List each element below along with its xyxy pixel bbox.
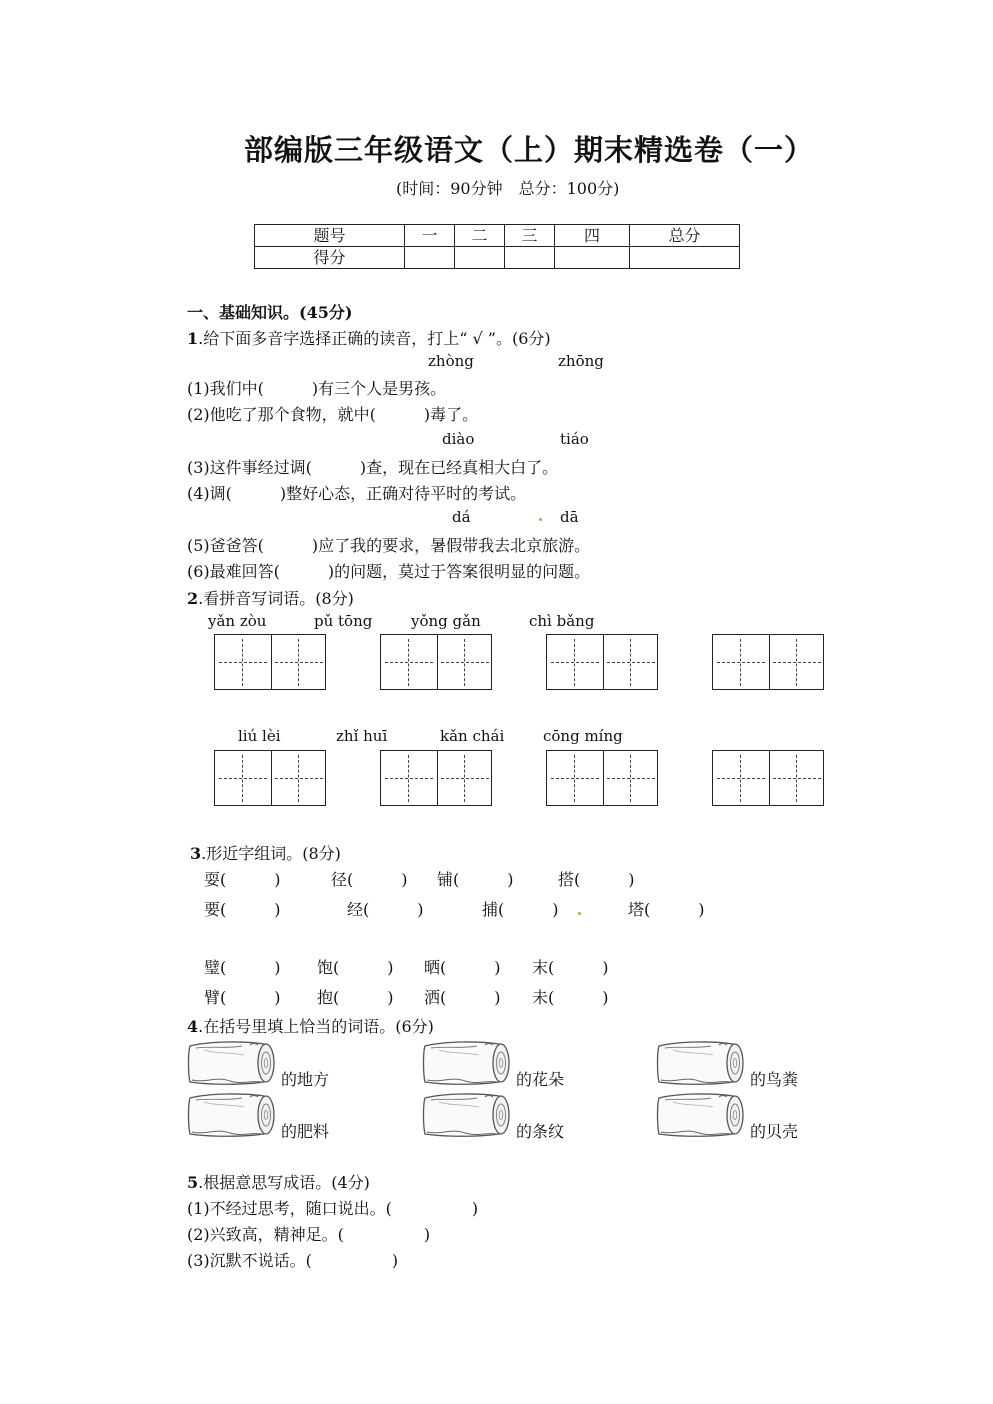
- log-blank-icon[interactable]: [655, 1040, 745, 1086]
- question-number: 5: [187, 1173, 199, 1192]
- question-1-prompt: [187, 326, 551, 349]
- char-item: 径( ): [331, 870, 408, 889]
- section-title: 一、基础知识。(45分): [187, 303, 353, 322]
- score-table-header: 一: [405, 225, 455, 247]
- writing-grid[interactable]: [214, 750, 326, 806]
- score-table-header: 总分: [630, 225, 740, 247]
- phrase-suffix: 的肥料: [281, 1122, 330, 1141]
- ink-dot: [578, 912, 581, 915]
- score-table-header: 三: [505, 225, 555, 247]
- question-text: .根据意思写成语。(4分): [198, 1173, 370, 1192]
- writing-grid[interactable]: [380, 750, 492, 806]
- char-item: 捕( ): [482, 900, 559, 919]
- question-4-prompt: [187, 1014, 434, 1037]
- score-table-header: 四: [555, 225, 630, 247]
- score-row-label: 得分: [255, 247, 405, 269]
- char-item: 耍( ): [204, 870, 281, 889]
- char-item: 末( ): [532, 958, 609, 977]
- phrase-suffix: 的花朵: [516, 1070, 565, 1089]
- sentence-line: (1)我们中( )有三个人是男孩。: [187, 379, 447, 398]
- question-number: 3: [190, 844, 202, 863]
- question-3-prompt: [190, 841, 341, 864]
- sentence-line: (6)最难回答( )的问题，莫过于答案很明显的问题。: [187, 562, 591, 581]
- char-item: 搭( ): [558, 870, 635, 889]
- pinyin-word: yǎn zòu: [208, 612, 267, 630]
- pinyin-option: zhōng: [558, 352, 604, 370]
- page-title: 部编版三年级语文（上）期末精选卷（一）: [244, 133, 815, 167]
- writing-grid[interactable]: [712, 750, 824, 806]
- idiom-item: (2)兴致高，精神足。( ): [187, 1225, 431, 1244]
- writing-grid[interactable]: [546, 634, 658, 690]
- phrase-suffix: 的条纹: [516, 1122, 565, 1141]
- phrase-suffix: 的贝壳: [750, 1122, 799, 1141]
- log-blank-icon[interactable]: [421, 1092, 511, 1138]
- sentence-line: (4)调( )整好心态，正确对待平时的考试。: [187, 484, 527, 503]
- pinyin-option: diào: [442, 430, 475, 448]
- question-text: .给下面多音字选择正确的读音，打上“ √ ”。(6分): [198, 329, 551, 348]
- char-item: 晒( ): [424, 958, 501, 977]
- pinyin-word: chì bǎng: [529, 612, 595, 630]
- score-table-header: 题号: [255, 225, 405, 247]
- sentence-line: (2)他吃了那个食物，就中( )毒了。: [187, 405, 479, 424]
- question-text: .形近字组词。(8分): [201, 844, 341, 863]
- exam-subtitle: (时间：90分钟 总分：100分): [396, 179, 620, 198]
- char-item: 饱( ): [317, 958, 394, 977]
- writing-grid[interactable]: [712, 634, 824, 690]
- char-item: 经( ): [347, 900, 424, 919]
- pinyin-option: dā: [560, 508, 579, 526]
- pinyin-word: kǎn chái: [440, 727, 505, 745]
- score-table: [254, 224, 740, 269]
- char-item: 未( ): [532, 988, 609, 1007]
- pinyin-word: pǔ tōng: [314, 612, 373, 630]
- pinyin-word: liú lèi: [238, 727, 281, 745]
- pinyin-option: tiáo: [560, 430, 589, 448]
- char-item: 要( ): [204, 900, 281, 919]
- score-cell[interactable]: [505, 247, 555, 269]
- score-table-header-row: [255, 225, 740, 247]
- writing-grid[interactable]: [546, 750, 658, 806]
- idiom-item: (3)沉默不说话。( ): [187, 1251, 399, 1270]
- char-item: 洒( ): [424, 988, 501, 1007]
- question-5-prompt: [187, 1170, 370, 1193]
- score-cell[interactable]: [555, 247, 630, 269]
- writing-grid[interactable]: [214, 634, 326, 690]
- phrase-suffix: 的地方: [281, 1070, 330, 1089]
- char-item: 塔( ): [628, 900, 705, 919]
- log-blank-icon[interactable]: [421, 1040, 511, 1086]
- score-table-score-row: [255, 247, 740, 269]
- pinyin-option: dá: [452, 508, 471, 526]
- score-cell[interactable]: [405, 247, 455, 269]
- pinyin-word: zhǐ huī: [336, 727, 388, 745]
- idiom-item: (1)不经过思考，随口说出。( ): [187, 1199, 479, 1218]
- question-number: 2: [187, 589, 199, 608]
- sentence-line: (5)爸爸答( )应了我的要求，暑假带我去北京旅游。: [187, 536, 591, 555]
- question-text: .看拼音写词语。(8分): [198, 589, 354, 608]
- char-item: 璧( ): [204, 958, 281, 977]
- writing-grid[interactable]: [380, 634, 492, 690]
- pinyin-word: cōng míng: [543, 727, 623, 745]
- question-2-prompt: [187, 586, 354, 609]
- question-text: .在括号里填上恰当的词语。(6分): [198, 1017, 434, 1036]
- ink-dot: [539, 518, 542, 521]
- score-table-header: 二: [455, 225, 505, 247]
- question-number: 4: [187, 1017, 199, 1036]
- char-item: 铺( ): [437, 870, 514, 889]
- pinyin-word: yǒng gǎn: [411, 612, 481, 630]
- log-blank-icon[interactable]: [186, 1092, 276, 1138]
- question-number: 1: [187, 329, 199, 348]
- log-blank-icon[interactable]: [655, 1092, 745, 1138]
- score-cell[interactable]: [455, 247, 505, 269]
- sentence-line: (3)这件事经过调( )查，现在已经真相大白了。: [187, 458, 559, 477]
- char-item: 抱( ): [317, 988, 394, 1007]
- score-cell[interactable]: [630, 247, 740, 269]
- phrase-suffix: 的鸟粪: [750, 1070, 799, 1089]
- pinyin-option: zhòng: [428, 352, 474, 370]
- log-blank-icon[interactable]: [186, 1040, 276, 1086]
- char-item: 臂( ): [204, 988, 281, 1007]
